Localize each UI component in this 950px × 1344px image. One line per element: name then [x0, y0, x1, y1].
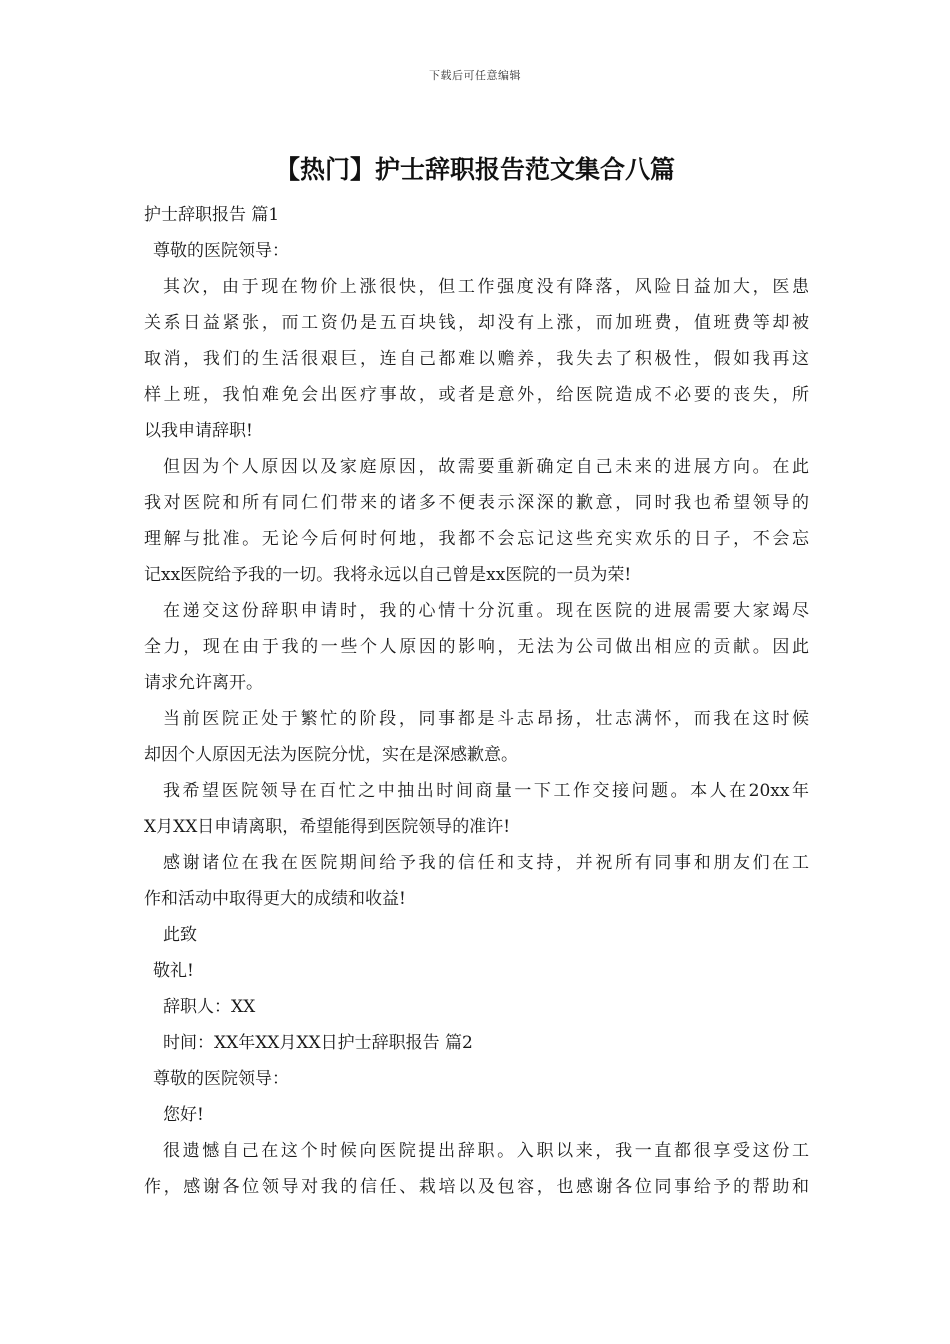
text-line: 尊敬的医院领导： — [153, 241, 289, 261]
text-line: 但因为个人原因以及家庭原因，故需要重新确定自己未来的进展方向。在此 — [163, 457, 809, 477]
text-line: 关系日益紧张，而工资仍是五百块钱，却没有上涨，而加班费，值班费等却被 — [144, 313, 809, 333]
text-line: 很遗憾自己在这个时候向医院提出辞职。入职以来，我一直都很享受这份工 — [163, 1141, 809, 1161]
text-line: 理解与批准。无论今后何时何地，我都不会忘记这些充实欢乐的日子，不会忘 — [144, 529, 809, 549]
text-line: 全力，现在由于我的一些个人原因的影响，无法为公司做出相应的贡献。因此 — [144, 637, 809, 657]
text-line: 请求允许离开。 — [144, 673, 263, 693]
text-line: 以我申请辞职! — [144, 421, 253, 441]
text-line: 护士辞职报告 篇1 — [144, 205, 280, 225]
text-line: 在递交这份辞职申请时，我的心情十分沉重。现在医院的进展需要大家竭尽 — [163, 601, 809, 621]
text-line: 辞职人：XX — [163, 997, 256, 1017]
text-line: 敬礼! — [153, 961, 194, 981]
text-line: 我对医院和所有同仁们带来的诸多不便表示深深的歉意，同时我也希望领导的 — [144, 493, 809, 513]
text-line: 样上班，我怕难免会出医疗事故，或者是意外，给医院造成不必要的丧失，所 — [144, 385, 809, 405]
text-line: 您好! — [163, 1105, 204, 1125]
text-line: 我希望医院领导在百忙之中抽出时间商量一下工作交接问题。本人在20xx年 — [163, 781, 809, 801]
text-line: X月XX日申请离职，希望能得到医院领导的准许! — [144, 817, 511, 837]
text-line: 作，感谢各位领导对我的信任、栽培以及包容，也感谢各位同事给予的帮助和 — [144, 1177, 809, 1197]
text-line: 尊敬的医院领导： — [153, 1069, 289, 1089]
text-line: 时间：XX年XX月XX日护士辞职报告 篇2 — [163, 1033, 473, 1053]
text-line: 取消，我们的生活很艰巨，连自己都难以赡养，我失去了积极性，假如我再这 — [144, 349, 809, 369]
text-line: 却因个人原因无法为医院分忧，实在是深感歉意。 — [144, 745, 518, 765]
text-line: 当前医院正处于繁忙的阶段，同事都是斗志昂扬，壮志满怀，而我在这时候 — [163, 709, 809, 729]
text-line: 作和活动中取得更大的成绩和收益! — [144, 889, 406, 909]
header-note: 下载后可任意编辑 — [429, 69, 521, 82]
text-line: 其次，由于现在物价上涨很快，但工作强度没有降落，风险日益加大，医患 — [163, 277, 809, 297]
text-line: 记xx医院给予我的一切。我将永远以自己曾是xx医院的一员为荣! — [144, 565, 632, 585]
document-body — [144, 197, 809, 1205]
text-line: 感谢诸位在我在医院期间给予我的信任和支持，并祝所有同事和朋友们在工 — [163, 853, 809, 873]
text-line: 此致 — [163, 925, 197, 945]
document-title: 【热门】护士辞职报告范文集合八篇 — [274, 155, 675, 184]
